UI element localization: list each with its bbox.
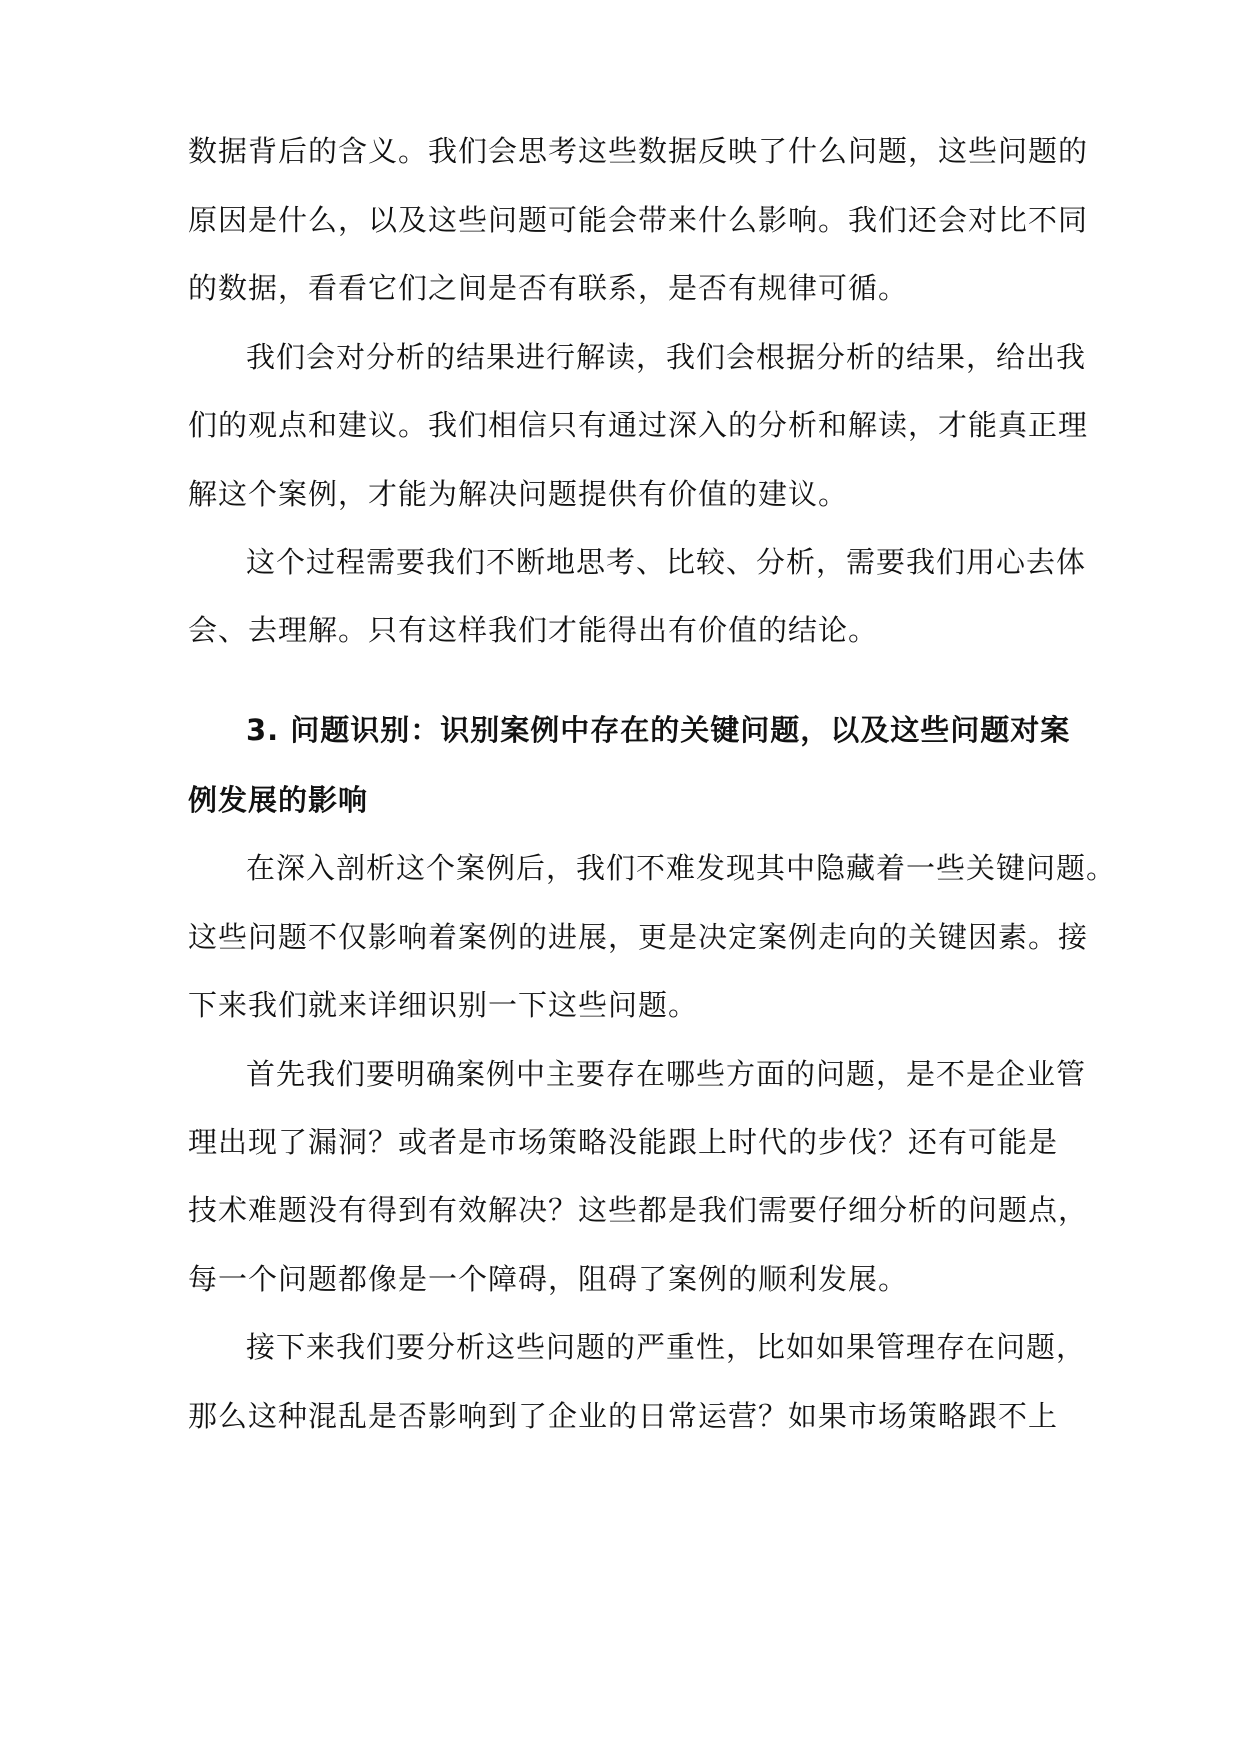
paragraph-line: 理出现了漏洞？或者是市场策略没能跟上时代的步伐？还有可能是 xyxy=(188,1125,1059,1159)
paragraph-line: 接下来我们要分析这些问题的严重性，比如如果管理存在问题， xyxy=(246,1330,1087,1364)
paragraph-line: 每一个问题都像是一个障碍，阻碍了案例的顺利发展。 xyxy=(188,1262,909,1296)
paragraph-line: 技术难题没有得到有效解决？这些都是我们需要仔细分析的问题点， xyxy=(188,1193,1089,1227)
paragraph-line: 会、去理解。只有这样我们才能得出有价值的结论。 xyxy=(188,613,879,647)
paragraph-line: 这些问题不仅影响着案例的进展，更是决定案例走向的关键因素。接 xyxy=(188,920,1089,954)
paragraph-line: 首先我们要明确案例中主要存在哪些方面的问题，是不是企业管 xyxy=(246,1057,1087,1091)
section-heading-line: 例发展的影响 xyxy=(188,783,369,817)
paragraph-line: 数据背后的含义。我们会思考这些数据反映了什么问题，这些问题的 xyxy=(188,134,1089,168)
paragraph-line: 下来我们就来详细识别一下这些问题。 xyxy=(188,988,699,1022)
paragraph-line: 的数据，看看它们之间是否有联系，是否有规律可循。 xyxy=(188,271,909,305)
paragraph-line: 在深入剖析这个案例后，我们不难发现其中隐藏着一些关键问题。 xyxy=(246,851,1117,885)
paragraph-line: 那么这种混乱是否影响到了企业的日常运营？如果市场策略跟不上 xyxy=(188,1399,1059,1433)
paragraph-line: 这个过程需要我们不断地思考、比较、分析，需要我们用心去体 xyxy=(246,545,1087,579)
paragraph-line: 们的观点和建议。我们相信只有通过深入的分析和解读，才能真正理 xyxy=(188,408,1089,442)
paragraph-line: 解这个案例，才能为解决问题提供有价值的建议。 xyxy=(188,477,849,511)
paragraph-line: 原因是什么，以及这些问题可能会带来什么影响。我们还会对比不同 xyxy=(188,203,1089,237)
paragraph-line: 我们会对分析的结果进行解读，我们会根据分析的结果，给出我 xyxy=(246,340,1087,374)
section-heading-line: 3. 问题识别：识别案例中存在的关键问题，以及这些问题对案 xyxy=(246,713,1071,747)
